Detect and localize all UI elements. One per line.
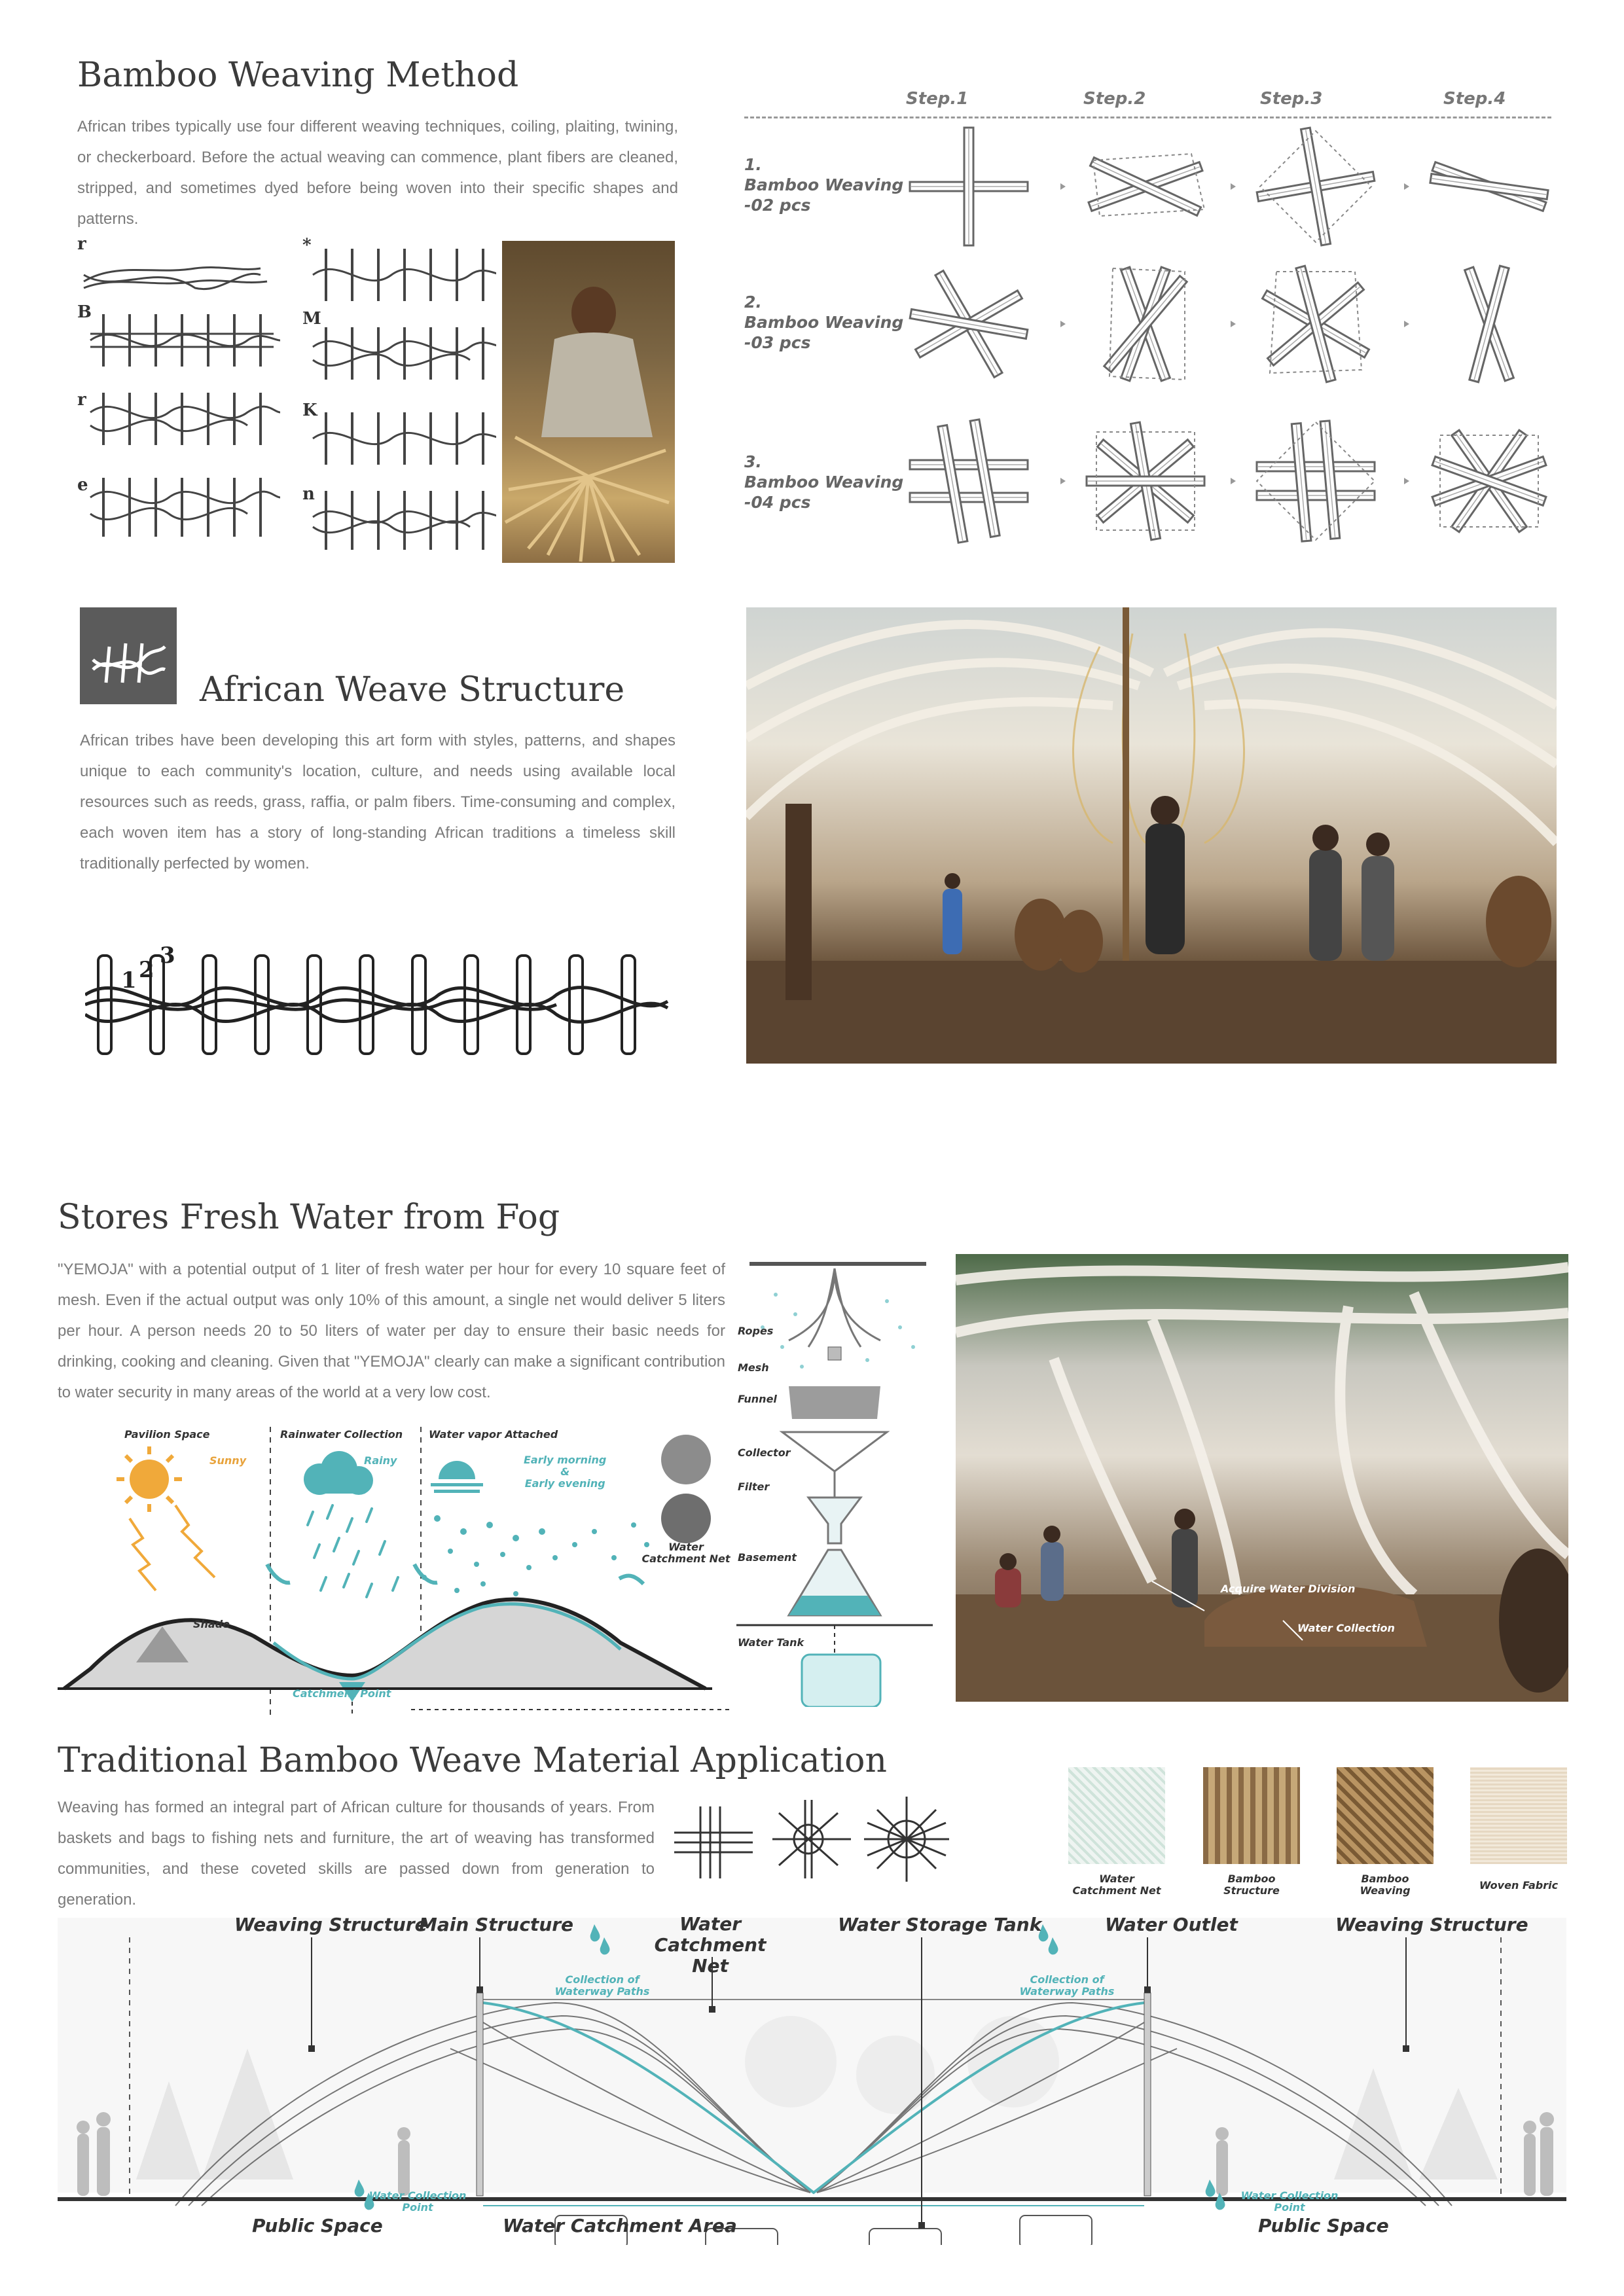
label-public-space-right: Public Space	[1258, 2215, 1389, 2236]
swatch-water-catchment-net	[1068, 1767, 1165, 1864]
label-catchment-point: Catchment Point	[293, 1687, 391, 1700]
row-3-number: 3.	[744, 452, 762, 471]
swatch-2-line1: Bamboo	[1227, 1873, 1276, 1885]
label-early-evening: Early evening	[524, 1477, 605, 1490]
knot-detail-sketches	[668, 1793, 956, 1885]
label-rainy: Rainy	[364, 1454, 397, 1467]
weave-icon-tile	[80, 607, 177, 704]
swatch-bamboo-weaving	[1337, 1767, 1434, 1864]
label-waterway-paths-right	[1008, 1974, 1126, 1998]
sketch-letter-6: M	[302, 309, 321, 329]
swatch-3-line1: Bamboo	[1361, 1873, 1409, 1885]
label-water-catchment-net: Water Catchment Net	[641, 1541, 731, 1565]
label-public-space-left: Public Space	[252, 2215, 383, 2236]
water-tank-component	[802, 1655, 880, 1707]
label-collection-point-left	[359, 2190, 477, 2214]
label-weaving-structure-left: Weaving Structure	[234, 1914, 427, 1935]
step-row-3-label	[744, 452, 903, 512]
label-ampersand: &	[560, 1465, 570, 1478]
collector-component	[808, 1498, 861, 1543]
swatch-woven-fabric	[1470, 1767, 1567, 1864]
label-main-structure: Main Structure	[419, 1914, 574, 1935]
swatch-label-1	[1055, 1873, 1178, 1897]
label-water-catchment-area: Water Catchment Area	[503, 2215, 737, 2236]
title-stores-fresh-water: Stores Fresh Water from Fog	[58, 1198, 560, 1237]
step-row-2-label	[744, 292, 903, 353]
sun-icon	[117, 1446, 182, 1512]
render-pavilion-interior	[746, 607, 1557, 1064]
sketch-letter-7: K	[302, 401, 317, 420]
twining-number-3: 3	[160, 942, 175, 969]
swatch-3-line2: Weaving	[1360, 1884, 1411, 1897]
net-label-line2: Catchment Net	[654, 1934, 767, 1977]
sketch-plaiting-b	[90, 314, 280, 367]
sketch-letter-5: *	[302, 236, 312, 255]
steps-dashed-rule	[744, 117, 1551, 118]
render-water-collection	[956, 1254, 1568, 1702]
sketch-letter-3: r	[77, 390, 86, 410]
row-3-name: Bamboo Weaving	[744, 473, 904, 492]
swatch-4-line1: Woven Fabric	[1479, 1879, 1559, 1892]
point-left-line1: Water Collection	[369, 2189, 467, 2202]
row-1-count: -02 pcs	[744, 196, 811, 215]
step-row-1-label	[744, 154, 903, 215]
title-material-application: Traditional Bamboo Weave Material Application	[58, 1741, 887, 1780]
swatch-bamboo-structure	[1203, 1767, 1300, 1864]
label-collector: Collector	[738, 1446, 791, 1459]
net-label-line1: Water	[679, 1913, 742, 1935]
sketch-checker-e	[90, 478, 280, 537]
row-1-number: 1.	[744, 155, 762, 174]
point-right-line2: Point	[1274, 2201, 1305, 2214]
fresh-water-body: "YEMOJA" with a potential output of 1 liter of fresh water per hour for every 10 square feet of mesh. Even if the actual output was only 10% of this amount, a single net would deliver 5 liters per hour. A person needs 20 to 50 liters of water per day to ensure their basic needs for drinking, cooking and cleaning. Given that "YEMOJA" clearly can make a significant contribution to water security in many areas of the world at a very low cost.	[58, 1261, 725, 1401]
knot-sketch-2	[772, 1800, 851, 1878]
twining-number-2: 2	[139, 957, 154, 983]
swatch-2-line2: Structure	[1223, 1884, 1280, 1897]
paths-left-line1: Collection of	[565, 1973, 640, 1986]
label-early-morning: Early morning	[524, 1454, 607, 1466]
label-collection-point-right	[1231, 2190, 1348, 2214]
label-rainwater-collection: Rainwater Collection	[280, 1428, 403, 1441]
step-header-2: Step.2	[1083, 89, 1146, 109]
sketch-coiling-1	[84, 268, 267, 289]
african-weave-body: African tribes have been developing this art form with styles, patterns, and shapes unique to each community's location, culture, and needs using available local resources such as reeds, grass, raffia, or palm fibers. Time-consuming and complex, each woven item has a story of long-standing African traditions a timeless skill traditionally perfected by women.	[80, 732, 676, 872]
step-header-3: Step.3	[1260, 89, 1323, 109]
title-bamboo-weaving-method: Bamboo Weaving Method	[77, 56, 519, 95]
step-header-1: Step.1	[906, 89, 969, 109]
paths-right-line2: Waterway Paths	[1019, 1985, 1115, 1998]
sunrise-icon	[431, 1461, 483, 1493]
weave-icon	[93, 643, 165, 683]
label-early-times	[524, 1454, 606, 1490]
row-1-name: Bamboo Weaving	[744, 175, 904, 194]
bamboo-weaving-body: African tribes typically use four different weaving techniques, coiling, plaiting, twining, or checkerboard. Before the actual weaving can commence, plant fibers are cleaned, stripped, and sometimes dyed before being woven into their specific shapes and patterns.	[77, 118, 678, 228]
point-right-line1: Water Collection	[1240, 2189, 1339, 2202]
sketch-twining-r	[90, 393, 280, 445]
paths-right-line1: Collection of	[1030, 1973, 1104, 1986]
photo-weaver	[502, 241, 675, 563]
label-water-outlet: Water Outlet	[1105, 1914, 1238, 1935]
label-water-vapor: Water vapor Attached	[429, 1428, 558, 1441]
row-2-count: -03 pcs	[744, 333, 811, 352]
swatch-label-3	[1324, 1873, 1447, 1897]
net-detail-circle-1	[661, 1435, 711, 1484]
label-mesh: Mesh	[738, 1361, 769, 1374]
swatch-1-line1: Water	[1099, 1873, 1134, 1885]
label-shade: Shade	[193, 1618, 230, 1630]
knot-sketch-1	[674, 1806, 753, 1878]
swatch-label-2	[1190, 1873, 1313, 1897]
label-pavilion-space: Pavilion Space	[124, 1428, 210, 1441]
funnel-component	[782, 1432, 887, 1471]
sketch-right-column	[313, 249, 496, 550]
row-2-name: Bamboo Weaving	[744, 313, 904, 332]
sketch-letter-4: e	[77, 475, 88, 495]
label-water-storage-tank: Water Storage Tank	[838, 1914, 1042, 1935]
step-header-4: Step.4	[1443, 89, 1506, 109]
label-water-catchment-net-section	[645, 1914, 776, 1977]
sketch-letter-8: n	[302, 484, 315, 504]
step-arrow-icon	[1060, 183, 1066, 190]
row-2-number: 2.	[744, 293, 762, 312]
point-left-line2: Point	[402, 2201, 433, 2214]
label-funnel: Funnel	[738, 1393, 777, 1405]
sketch-letter-2: B	[77, 302, 92, 322]
bamboo-step-diagrams	[897, 124, 1551, 550]
title-african-weave-structure: African Weave Structure	[200, 670, 625, 709]
rain-cloud-icon	[304, 1451, 373, 1495]
fog-collection-diagram	[58, 1427, 732, 1715]
swatch-1-line2: Catchment Net	[1072, 1884, 1161, 1897]
twining-number-1: 1	[121, 967, 137, 994]
label-waterway-paths-left	[543, 1974, 661, 1998]
label-ropes: Ropes	[738, 1325, 774, 1337]
label-water-collection: Water Collection	[1297, 1622, 1395, 1634]
paths-left-line2: Waterway Paths	[554, 1985, 650, 1998]
label-acquire-water-division: Acquire Water Division	[1221, 1583, 1356, 1595]
material-application-body: Weaving has formed an integral part of African culture for thousands of years. From baskets and bags to fishing nets and furniture, the art of weaving has transformed communities, and these coveted skills are passed down from generation to generation.	[58, 1799, 655, 1909]
label-filter: Filter	[738, 1480, 770, 1493]
weaving-technique-sketches	[77, 236, 496, 569]
label-water-tank: Water Tank	[738, 1636, 804, 1649]
label-sunny: Sunny	[209, 1454, 247, 1467]
swatch-label-4	[1457, 1880, 1580, 1892]
row-3-count: -04 pcs	[744, 493, 811, 512]
label-basement: Basement	[738, 1551, 797, 1564]
sketch-letter-1: r	[77, 234, 86, 254]
knot-sketch-3	[864, 1797, 949, 1882]
mesh-component	[789, 1386, 880, 1419]
net-detail-circle-2	[661, 1494, 711, 1543]
label-weaving-structure-right: Weaving Structure	[1335, 1914, 1528, 1935]
